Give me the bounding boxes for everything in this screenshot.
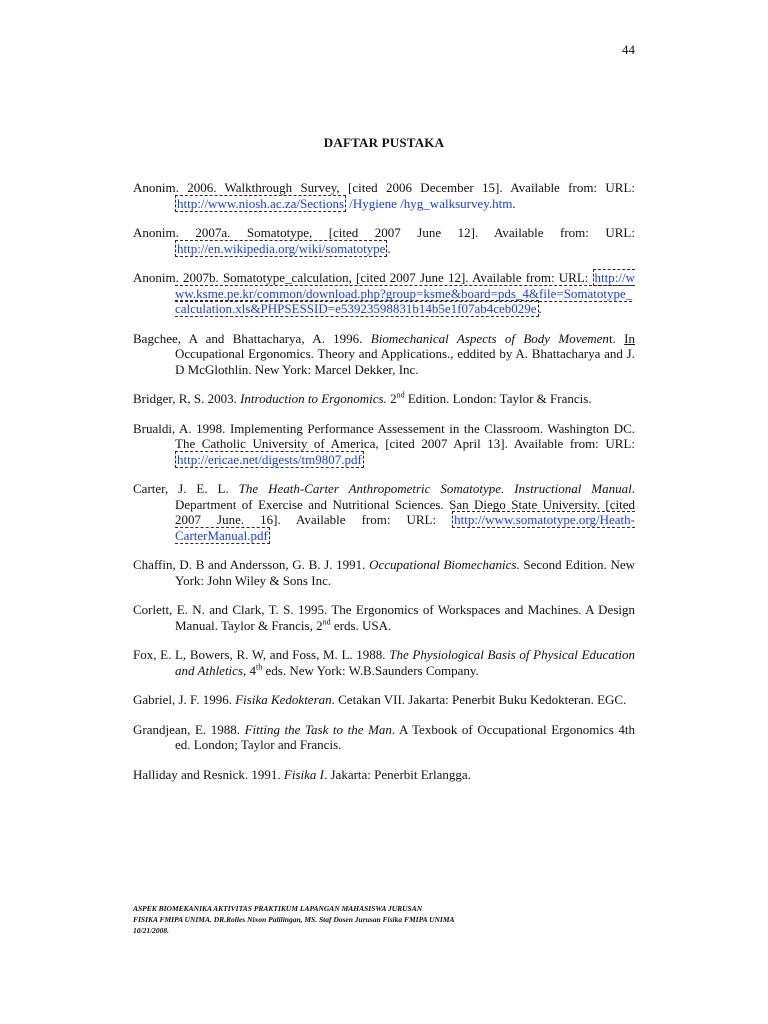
reference-item: Gabriel, J. F. 1996. Fisika Kedokteran. Cetakan VII. Jakarta: Penerbit Buku Kedokteran. EGC. — [133, 692, 627, 707]
reference-item: Halliday and Resnick. 1991. Fisika I. Jakarta: Penerbit Erlangga. — [133, 766, 471, 782]
reference-item: Fox, E. L, Bowers, R. W, and Foss, M. L. 1988. The Physiological Basis of Physical Education and Athletics, 4th eds. New York: W.B.Saunders Company. — [133, 647, 636, 678]
reference-item: Anonim. 2007a. Somatotype, [cited 2007 June 12]. Available from: URL: http://en.wikipedia.org/wiki/somatotype . — [133, 225, 635, 256]
reference-item: Anonim. 2006. Walkthrough Survey, [cited 2006 December 15]. Available from: URL: http://www.niosh.ac.za/Sections /Hygiene /hyg_walksurvey.htm. — [133, 180, 635, 211]
reference-item: Bagchee, A and Bhattacharya, A. 1996. Biomechanical Aspects of Body Movement. In Occupational Ergonomics. Theory and Applications., eddited by A. Bhattacharya and J. D McGlothlin. New York: Marcel Dekker, Inc. — [133, 330, 635, 377]
reference-item: Corlett, E. N. and Clark, T. S. 1995. The Ergonomics of Workspaces and Machines. A Design Manual. Taylor & Francis, 2nd erds. USA. — [133, 602, 635, 633]
reference-item: Carter, J. E. L. The Heath-Carter Anthropometric Somatotype. Instructional Manual. Department of Exercise and Nutritional Sciences. San Diego State University. [cited 2007 June. 16]. Available from: URL: http://www.somatotype.org/Heath-CarterManual.pdf — [133, 481, 636, 543]
footer-line: 10/21/2008. — [133, 926, 170, 935]
reference-link[interactable]: http://ericae.net/digests/tm9807.pdf — [177, 451, 362, 467]
reference-list — [133, 180, 635, 796]
reference-item: Anonim. 2007b. Somatotype_calculation, [cited 2007 June 12]. Available from: URL: http://www.ksme.pe.kr/common/download.php?group=ksme&board=pds_4&file=Somatotype_calculation.xls&PHPSESSID=e53923598831b14b5e1f07ab4ceb029e . — [133, 270, 635, 316]
reference-link[interactable]: http://www.ksme.pe.kr/common/download.php?group=ksme&board=pds_4&file=Somatotype_calculation.xls&PHPSESSID=e53923598831b14b5e1f07ab4ceb029e — [175, 270, 635, 316]
reference-link[interactable]: http://en.wikipedia.org/wiki/somatotype — [177, 240, 386, 256]
page-title: DAFTAR PUSTAKA — [323, 135, 445, 150]
footer-line: FISIKA FMIPA UNIMA. DR.Rolles Nixon Palilingan, MS. Staf Dosen Jurusan Fisika FMIPA UNIMA — [133, 915, 455, 924]
reference-link[interactable]: http://www.niosh.ac.za/Sections — [177, 195, 345, 211]
reference-link[interactable]: http://www.somatotype.org/Heath-CarterManual.pdf — [175, 512, 635, 543]
reference-item: Bridger, R, S. 2003. Introduction to Ergonomics. 2nd Edition. London: Taylor & Francis. — [133, 390, 592, 406]
reference-item: Brualdi, A. 1998. Implementing Performance Assessement in the Classroom. Washington DC. The Catholic University of America, [cited 2007 April 13]. Available from: URL: http://ericae.net/digests/tm9807.pdf — [133, 420, 635, 467]
reference-link-continuation[interactable]: /Hygiene /hyg_walksurvey.htm — [346, 195, 513, 211]
page-number: 44 — [622, 42, 635, 57]
footer-line: ASPEK BIOMEKANIKA AKTIVITAS PRAKTIKUM LAPANGAN MAHASISWA JURUSAN — [133, 904, 423, 913]
reference-item: Grandjean, E. 1988. Fitting the Task to the Man. A Texbook of Occupational Ergonomics 4th ed. London; Taylor and Francis. — [133, 721, 635, 752]
page-footer — [133, 903, 653, 936]
reference-item: Chaffin, D. B and Andersson, G. B. J. 1991. Occupational Biomechanics. Second Edition. New York: John Wiley & Sons Inc. — [133, 557, 636, 588]
